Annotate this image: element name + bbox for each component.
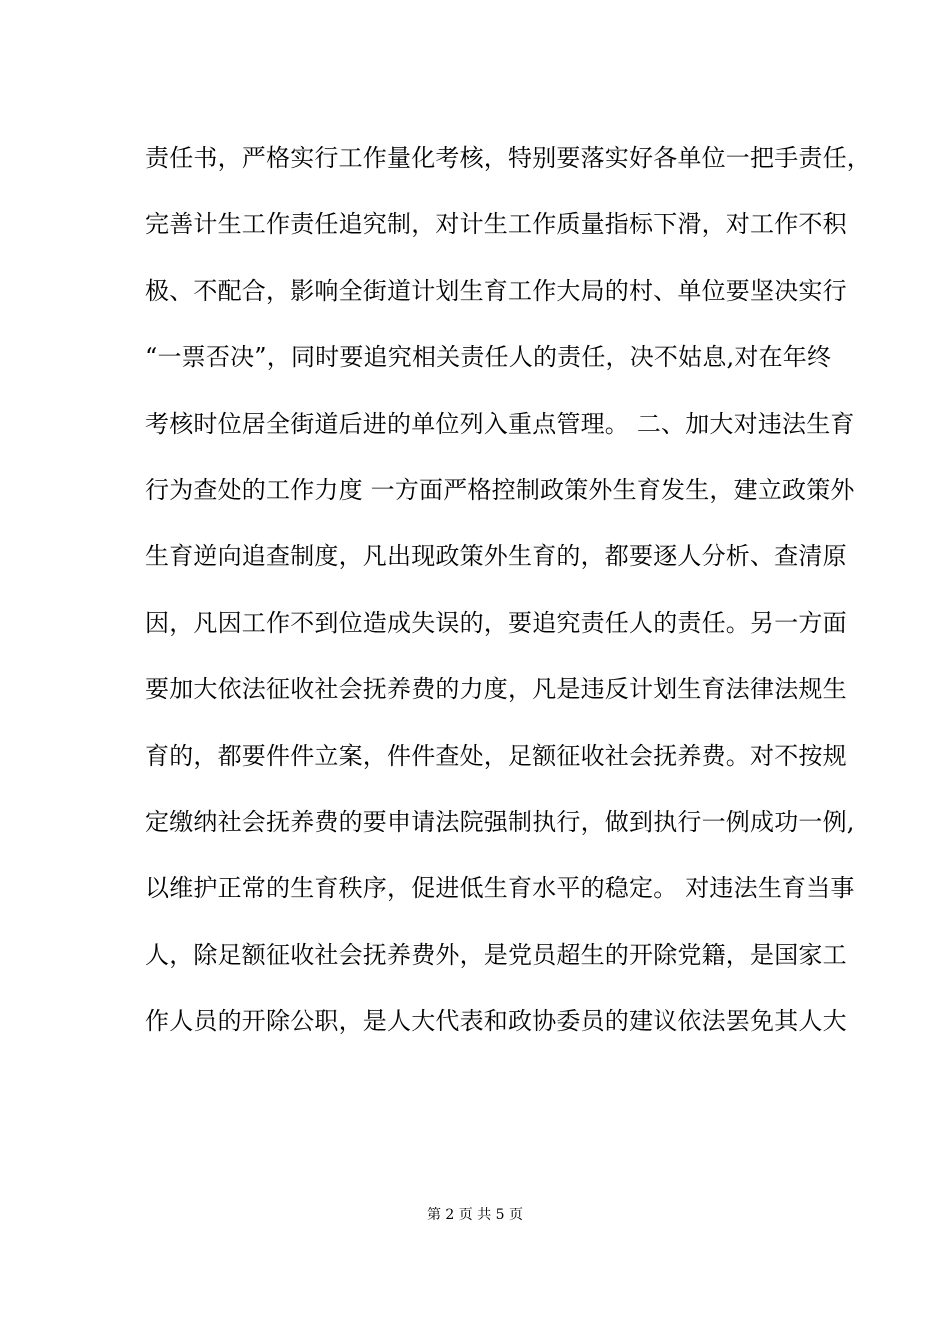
text-line: 完善计生工作责任追究制，对计生工作质量指标下滑，对工作不积 xyxy=(145,210,847,239)
text-line: 要加大依法征收社会抚养费的力度，凡是违反计划生育法律法规生 xyxy=(145,675,847,704)
text-line: 人，除足额征收社会抚养费外，是党员超生的开除党籍，是国家工 xyxy=(145,940,847,969)
text-line: 考核时位居全街道后进的单位列入重点管理。 二、加大对违法生育 xyxy=(145,409,855,438)
text-line: 作人员的开除公职，是人大代表和政协委员的建议依法罢免其人大 xyxy=(145,1007,847,1036)
text-line: 行为查处的工作力度 一方面严格控制政策外生育发生，建立政策外 xyxy=(145,475,855,504)
text-line: “一票否决”，同时要追究相关责任人的责任，决不姑息,对在年终 xyxy=(145,343,832,372)
page-number: 第 2 页 共 5 页 xyxy=(426,1207,524,1223)
text-line: 定缴纳社会抚养费的要申请法院强制执行，做到执行一例成功一例, xyxy=(145,807,855,836)
text-line: 以维护正常的生育秩序，促进低生育水平的稳定。 对违法生育当事 xyxy=(145,874,855,903)
text-line: 极、不配合，影响全街道计划生育工作大局的村、单位要坚决实行 xyxy=(145,276,847,305)
document-body xyxy=(145,128,871,1057)
text-line: 生育逆向追查制度，凡出现政策外生育的，都要逐人分析、查清原 xyxy=(145,542,847,571)
text-line: 因，凡因工作不到位造成失误的，要追究责任人的责任。另一方面 xyxy=(145,608,847,637)
text-line: 育的，都要件件立案，件件查处，足额征收社会抚养费。对不按规 xyxy=(145,741,847,770)
text-line: 责任书，严格实行工作量化考核，特别要落实好各单位一把手责任， xyxy=(145,144,871,172)
